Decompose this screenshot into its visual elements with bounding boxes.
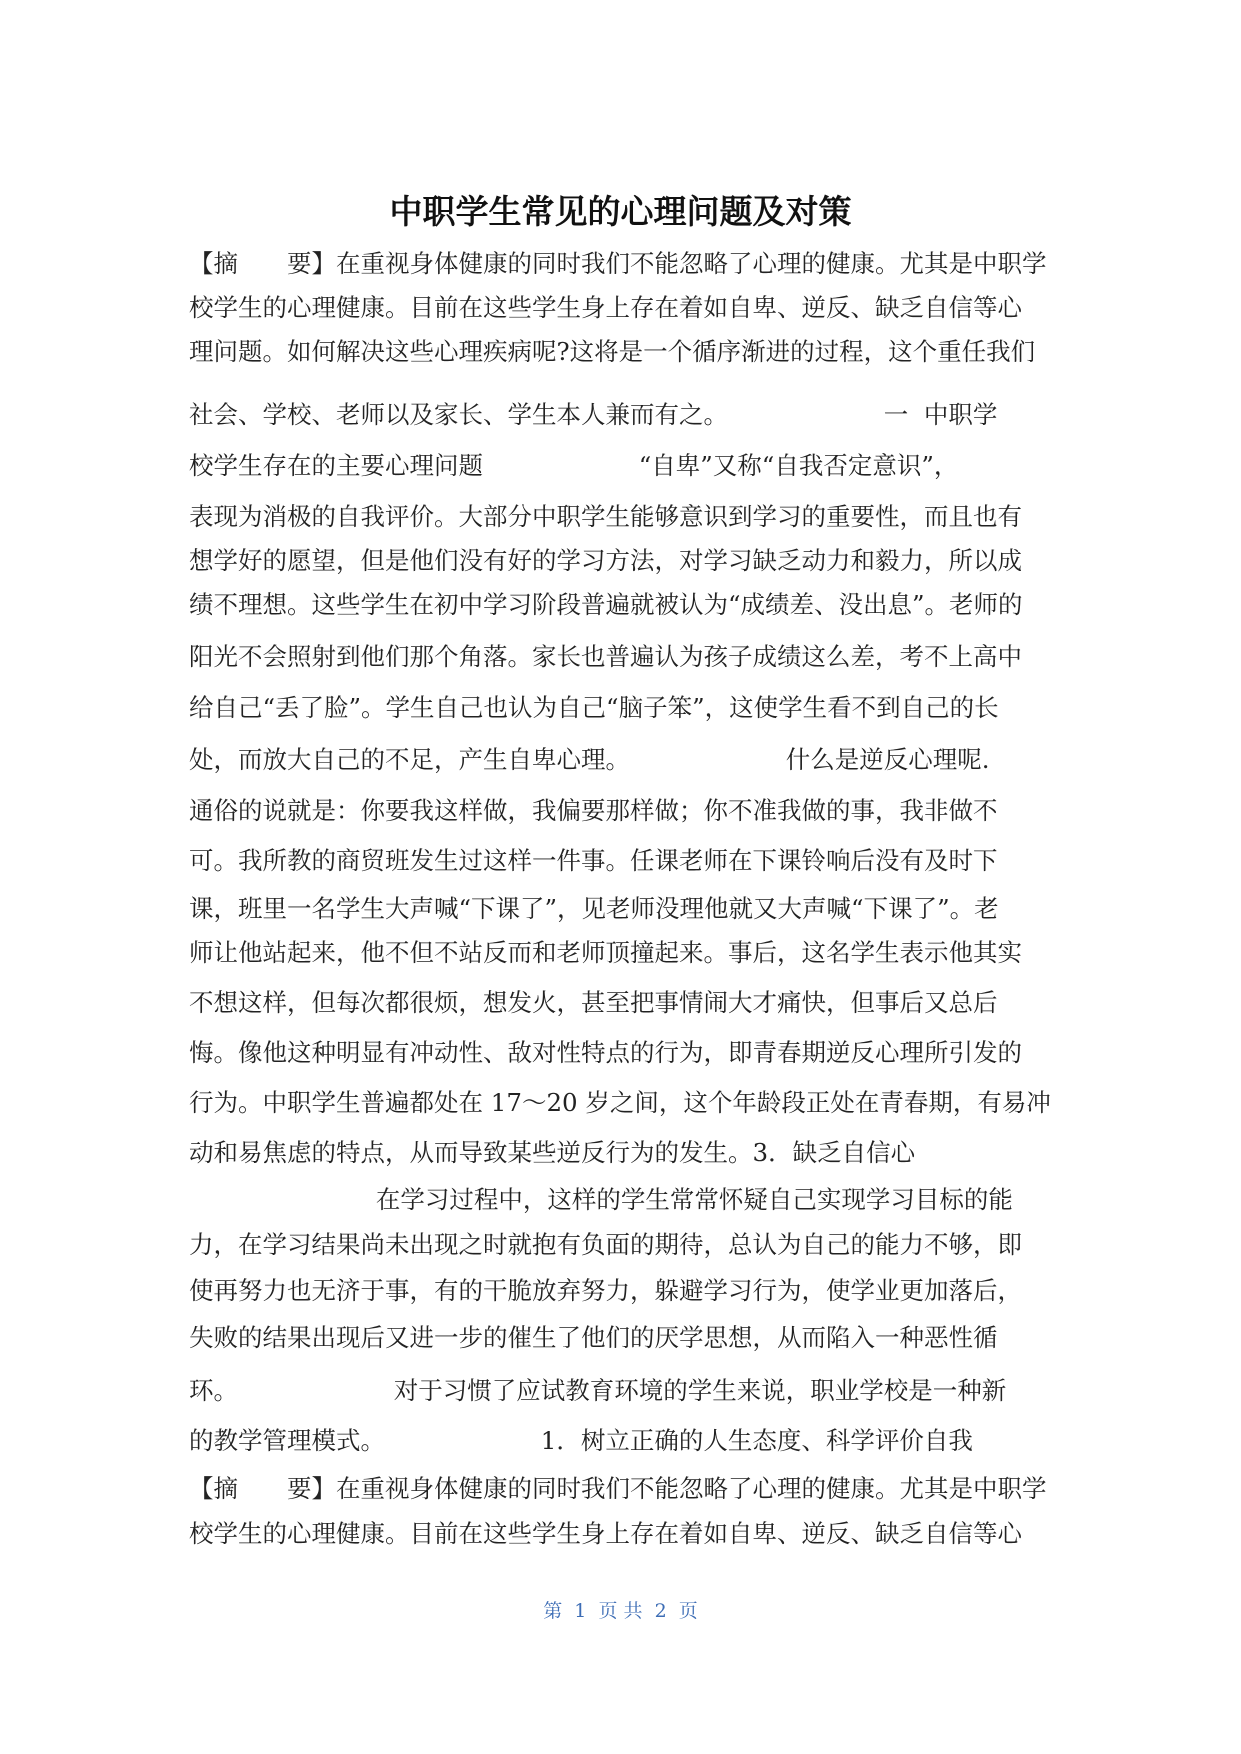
body-line: 阳光不会照射到他们那个角落。家长也普遍认为孩子成绩这么差，考不上高中 — [189, 642, 1022, 671]
body-line: 绩不理想。这些学生在初中学习阶段普遍就被认为“成绩差、没出息”。老师的 — [189, 590, 1023, 619]
body-line: 课，班里一名学生大声喊“下课了”，见老师没理他就又大声喊“下课了”。老 — [189, 894, 999, 923]
body-line: 校学生的心理健康。目前在这些学生身上存在着如自卑、逆反、缺乏自信等心 — [189, 293, 1022, 322]
body-line: 的教学管理模式。 1．树立正确的人生态度、科学评价自我 — [189, 1426, 973, 1455]
body-line: 【摘 要】在重视身体健康的同时我们不能忽略了心理的健康。尤其是中职学 — [189, 1474, 1047, 1503]
body-line: 理问题。如何解决这些心理疾病呢?这将是一个循序渐进的过程，这个重任我们 — [189, 337, 1036, 366]
body-line: 想学好的愿望，但是他们没有好的学习方法，对学习缺乏动力和毅力，所以成 — [189, 546, 1022, 575]
body-line: 动和易焦虑的特点，从而导致某些逆反行为的发生。3．缺乏自信心 — [189, 1138, 916, 1167]
body-line: 【摘 要】在重视身体健康的同时我们不能忽略了心理的健康。尤其是中职学 — [189, 249, 1047, 278]
page-number: 第 1 页 共 2 页 — [543, 1600, 698, 1622]
body-line: 师让他站起来，他不但不站反而和老师顶撞起来。事后，这名学生表示他其实 — [189, 938, 1022, 967]
body-line: 使再努力也无济于事，有的干脆放弃努力，躲避学习行为，使学业更加落后， — [189, 1276, 1022, 1305]
body-line: 社会、学校、老师以及家长、学生本人兼而有之。 一 中职学 — [189, 400, 998, 429]
body-line: 不想这样，但每次都很烦，想发火，甚至把事情闹大才痛快，但事后又总后 — [189, 988, 998, 1017]
body-line: 表现为消极的自我评价。大部分中职学生能够意识到学习的重要性，而且也有 — [189, 502, 1022, 531]
body-line: 给自己“丢了脸”。学生自己也认为自己“脑子笨”，这使学生看不到自己的长 — [189, 693, 999, 722]
body-line: 环。 对于习惯了应试教育环境的学生来说，职业学校是一种新 — [189, 1376, 1007, 1405]
document-title: 中职学生常见的心理问题及对策 — [389, 192, 852, 231]
body-line: 处，而放大自己的不足，产生自卑心理。 什么是逆反心理呢. — [189, 745, 990, 774]
body-line: 校学生的心理健康。目前在这些学生身上存在着如自卑、逆反、缺乏自信等心 — [189, 1519, 1022, 1548]
body-line: 在学习过程中，这样的学生常常怀疑自己实现学习目标的能 — [189, 1185, 1013, 1214]
body-line: 校学生存在的主要心理问题 “自卑”又称“自我否定意识”， — [189, 451, 959, 480]
body-line: 行为。中职学生普遍都处在 17～20 岁之间，这个年龄段正处在青春期，有易冲 — [189, 1088, 1051, 1117]
body-line: 通俗的说就是：你要我这样做，我偏要那样做；你不准我做的事，我非做不 — [189, 796, 998, 825]
body-line: 失败的结果出现后又进一步的催生了他们的厌学思想，从而陷入一种恶性循 — [189, 1323, 998, 1352]
body-line: 悔。像他这种明显有冲动性、敌对性特点的行为，即青春期逆反心理所引发的 — [189, 1038, 1022, 1067]
body-line: 力，在学习结果尚未出现之时就抱有负面的期待，总认为自己的能力不够，即 — [189, 1230, 1022, 1259]
body-line: 可。我所教的商贸班发生过这样一件事。任课老师在下课铃响后没有及时下 — [189, 846, 998, 875]
